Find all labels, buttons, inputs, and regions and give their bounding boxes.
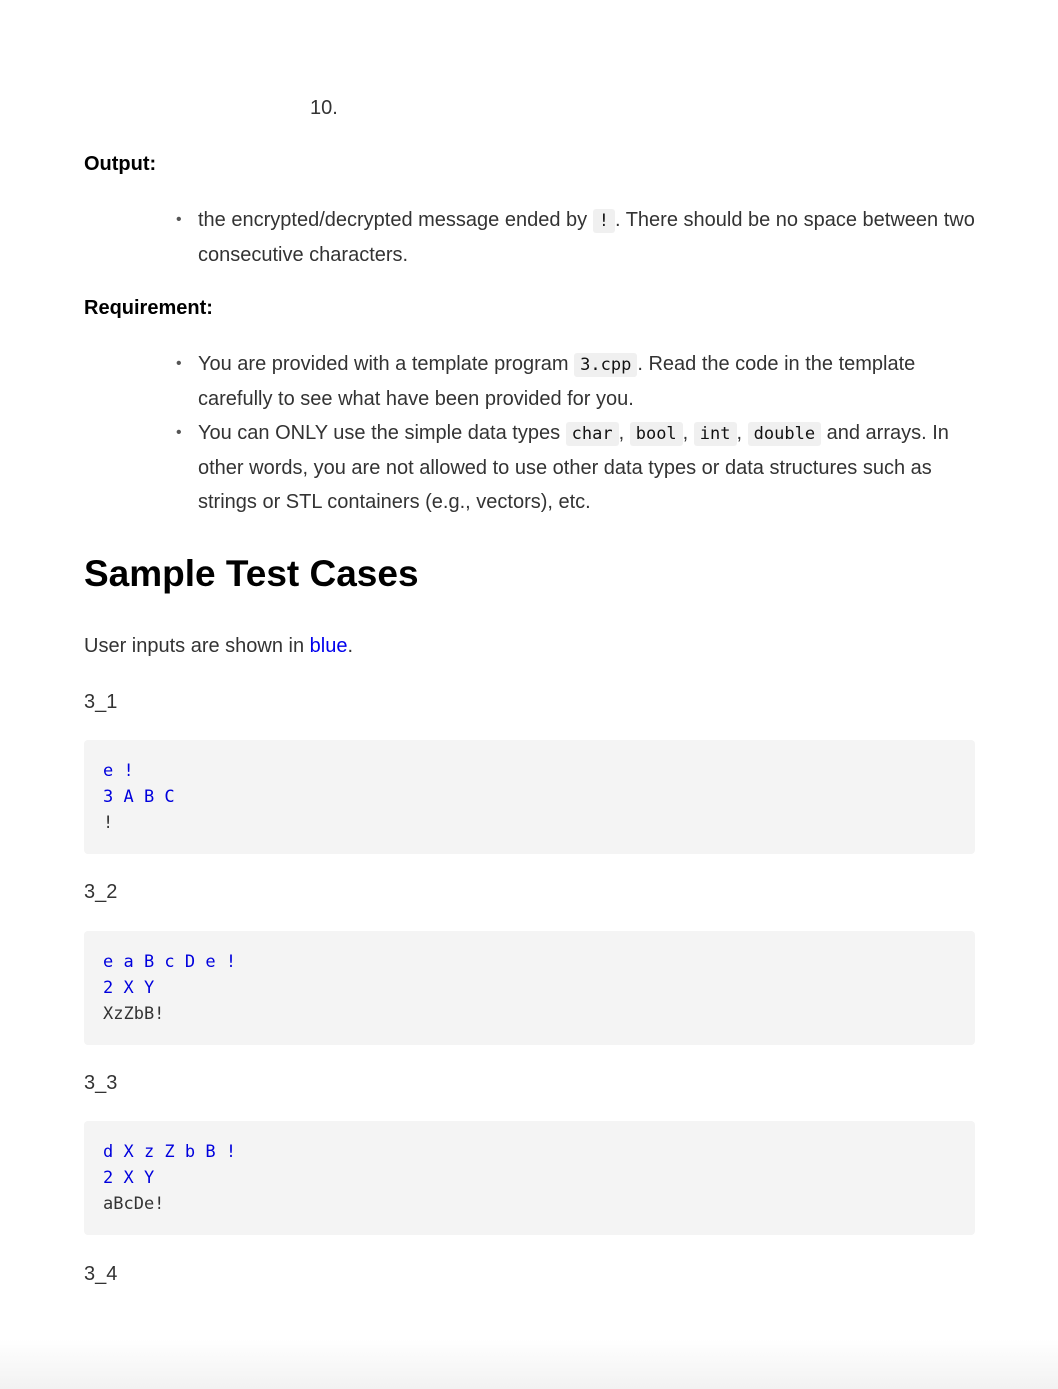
bullet-text: You can ONLY use the simple data types [198, 422, 566, 444]
list-number: 10. [310, 97, 338, 119]
inline-code-filename: 3.cpp [574, 353, 637, 377]
inline-code-double: double [748, 422, 821, 446]
bullet-text: and arrays. In other words, you are not allowed to use other data types or data structures such as strings or STL containers (e.g., vectors), etc. [198, 422, 949, 513]
input-line: 3 A B C [103, 787, 175, 807]
input-line: 2 X Y [103, 1168, 155, 1188]
separator: , [618, 422, 630, 444]
output-line: aBcDe! [103, 1194, 165, 1214]
bullet-text: the encrypted/decrypted message ended by [198, 209, 593, 231]
input-line: 2 X Y [103, 978, 155, 998]
inline-code-int: int [694, 422, 737, 446]
requirement-bullet-datatypes [176, 416, 976, 519]
code-block [84, 740, 975, 854]
output-line: ! [103, 813, 114, 833]
code-block [84, 931, 975, 1045]
output-line: XzZbB! [103, 1004, 165, 1024]
output-bullet [176, 203, 976, 272]
section-heading: Sample Test Cases [84, 553, 419, 594]
bullet-text: You are provided with a template program [198, 353, 575, 375]
separator: , [682, 422, 694, 444]
bullet-icon: • [176, 211, 182, 228]
output-label: Output: [84, 153, 157, 175]
blue-word: blue [309, 635, 348, 657]
separator: , [736, 422, 748, 444]
case-label: 3_3 [84, 1072, 118, 1094]
bullet-text: . Read the code in the template carefully to see what have been provided for you. [198, 353, 916, 410]
requirement-bullet-template [176, 347, 976, 416]
bullet-text: . There should be no space between two consecutive characters. [198, 209, 975, 266]
case-label: 3_4 [84, 1263, 118, 1285]
input-line: e ! [103, 761, 134, 781]
intro-paragraph [84, 635, 353, 658]
case-label: 3_2 [84, 881, 118, 903]
output-bullet-list [176, 203, 976, 272]
case-label: 3_1 [84, 691, 118, 713]
bullet-icon: • [176, 424, 182, 441]
intro-text: User inputs are shown in [84, 635, 310, 657]
inline-code-bool: bool [630, 422, 683, 446]
input-line: e a B c D e ! [103, 952, 237, 972]
inline-code: ! [593, 209, 615, 233]
bullet-icon: • [176, 355, 182, 372]
intro-text: . [347, 635, 354, 657]
inline-code-char: char [566, 422, 619, 446]
input-line: d X z Z b B ! [103, 1142, 237, 1162]
bottom-fade [0, 1339, 1058, 1389]
requirement-bullet-list [176, 347, 976, 519]
requirement-label: Requirement: [84, 297, 213, 319]
code-block [84, 1121, 975, 1235]
